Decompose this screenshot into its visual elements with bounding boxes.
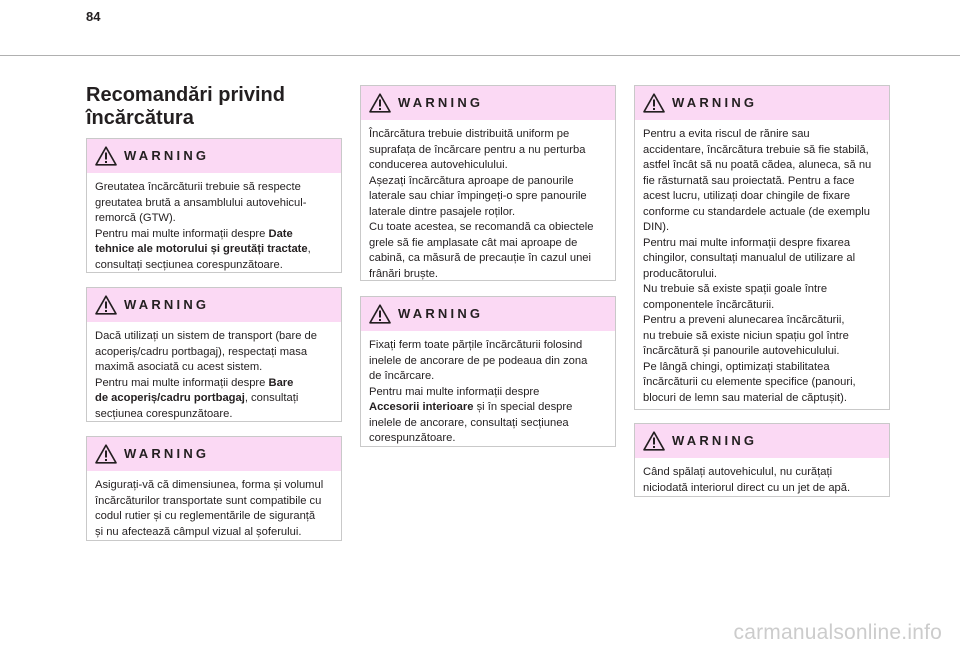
warning-box-1 <box>86 138 342 273</box>
warning-text-line <box>643 329 881 345</box>
warning-text <box>635 120 889 415</box>
warning-text-run: Cu toate acestea, se recomandă ca obiectele <box>369 221 594 233</box>
warning-label: WARNING <box>672 433 758 448</box>
warning-text-line <box>95 196 333 212</box>
warning-triangle-icon <box>643 93 665 113</box>
warning-text-run: producătorului. <box>643 267 718 280</box>
warning-text-line <box>95 494 333 510</box>
warning-text-run: Asigurați-vă că dimensiunea, forma și volumul <box>95 479 324 491</box>
warning-text-run: remorcă (GTW). <box>95 212 176 224</box>
warning-label: WARNING <box>124 297 210 312</box>
warning-text-line <box>369 158 607 174</box>
warning-box-6 <box>634 85 890 410</box>
warning-text-run: niciodată interiorul direct cu un jet de apă. <box>643 481 851 494</box>
warning-text <box>361 331 615 456</box>
warning-text-run: Pe lângă chingi, optimizați stabilitatea <box>643 360 830 373</box>
warning-text-run: încărcătură și panourile autovehiculului. <box>643 345 840 357</box>
warning-text-run: codul rutier și cu reglementările de siguranță <box>95 510 316 522</box>
warning-header <box>361 297 615 331</box>
watermark: carmanualsonline.info <box>733 621 942 644</box>
warning-text-line <box>95 525 333 541</box>
warning-text <box>361 120 615 291</box>
warning-text-run: fie răsturnată sau proiectată. Pentru a face <box>643 174 855 187</box>
warning-text-run: Pentru mai multe informații despre <box>95 376 269 389</box>
warning-text-run: nu trebuie să existe niciun spațiu gol între <box>643 329 849 342</box>
warning-text-line <box>643 236 881 252</box>
warning-text-line <box>369 369 607 385</box>
warning-text-line <box>643 391 881 407</box>
warning-label: WARNING <box>124 446 210 461</box>
warning-text-line <box>369 236 607 252</box>
section-title-line: Recomandări privind <box>86 84 285 106</box>
warning-text-line <box>95 345 333 361</box>
warning-text-line <box>369 174 607 190</box>
warning-text-run: grele să fie amplasate cât mai aproape de <box>369 236 578 249</box>
warning-text-line <box>643 127 881 143</box>
warning-text-run: de încărcare. <box>369 370 435 382</box>
warning-text-line <box>643 174 881 190</box>
warning-text-run: secțiunea corespunzătoare. <box>95 407 233 420</box>
warning-text-line <box>643 465 881 481</box>
warning-triangle-icon <box>95 146 117 166</box>
warning-text-run: greutatea brută a ansamblului autovehicul- <box>95 196 307 209</box>
section-title <box>86 84 336 130</box>
warning-text-run: , <box>307 243 311 255</box>
warning-text-run: Fixați ferm toate părțile încărcăturii folosind <box>369 339 583 351</box>
warning-text <box>87 322 341 431</box>
warning-text-line <box>643 189 881 205</box>
section-title-line: încărcătura <box>86 107 194 129</box>
warning-text-line <box>643 143 881 159</box>
page-number: 84 <box>86 9 101 24</box>
warning-text-line <box>95 360 333 376</box>
warning-text-run: componentele încărcăturii. <box>643 298 775 311</box>
warning-text-line <box>95 478 333 494</box>
warning-text-run: Nu trebuie să existe spații goale între <box>643 283 828 295</box>
warning-box-4 <box>360 85 616 281</box>
warning-text-run: și nu afectează câmpul vizual al șoferului. <box>95 525 302 538</box>
warning-text-line <box>369 385 607 401</box>
warning-text-line <box>369 431 607 447</box>
warning-text-run: consultați secțiunea corespunzătoare. <box>95 258 283 271</box>
warning-box-7 <box>634 423 890 497</box>
warning-text-line <box>95 227 333 243</box>
warning-box-3 <box>86 436 342 541</box>
warning-box-2 <box>86 287 342 422</box>
warning-header <box>87 288 341 322</box>
warning-text-run: astfel încât să nu poată cădea, aluneca, să nu <box>643 159 872 171</box>
warning-text-line <box>95 180 333 196</box>
warning-text-line <box>369 338 607 354</box>
warning-text-run: frânări bruște. <box>369 267 439 280</box>
warning-text-run: accidentare, încărcătura trebuie să fie stabilă, <box>643 143 869 156</box>
warning-text-run: DIN). <box>643 221 670 233</box>
warning-text-bold: Date <box>268 227 293 240</box>
warning-text-run: Greutatea încărcăturii trebuie să respecte <box>95 181 301 193</box>
warning-text-line <box>369 400 607 416</box>
warning-text-bold: Accesorii interioare <box>369 401 474 413</box>
warning-text-line <box>95 407 333 423</box>
warning-text-run: Pentru mai multe informații despre <box>369 385 540 398</box>
warning-triangle-icon <box>95 444 117 464</box>
warning-text-bold: Bare <box>268 376 294 389</box>
warning-text-run: acoperiș/cadru portbagaj), respectați masa <box>95 345 308 358</box>
warning-text-run: Încărcătura trebuie distribuită uniform pe <box>369 128 570 140</box>
warning-text-line <box>369 127 607 143</box>
warning-text-line <box>643 375 881 391</box>
warning-text <box>87 173 341 282</box>
warning-text-run: Pentru a preveni alunecarea încărcăturii, <box>643 314 845 326</box>
warning-text-run: corespunzătoare. <box>369 432 456 444</box>
warning-text-run: inelele de ancorare, consultați secțiunea <box>369 416 569 429</box>
warning-text-line <box>369 220 607 236</box>
warning-text-run: încărcăturii cu elemente specifice (panouri, <box>643 376 856 388</box>
warning-text-run: Pentru mai multe informații despre fixarea <box>643 236 851 249</box>
warning-triangle-icon <box>643 431 665 451</box>
warning-label: WARNING <box>672 95 758 110</box>
warning-text-line <box>643 360 881 376</box>
warning-text-run: Așezați încărcătura aproape de panourile <box>369 174 574 187</box>
warning-text-line <box>643 220 881 236</box>
warning-text-line <box>643 282 881 298</box>
warning-header <box>635 86 889 120</box>
warning-text-run: și în special despre <box>473 401 573 413</box>
warning-text-line <box>95 211 333 227</box>
warning-text-line <box>95 376 333 392</box>
warning-text-line <box>643 481 881 497</box>
warning-text-line <box>369 416 607 432</box>
warning-text-line <box>643 251 881 267</box>
warning-text-run: laterale dintre pasajele roților. <box>369 205 516 218</box>
warning-label: WARNING <box>124 148 210 163</box>
warning-header <box>87 139 341 173</box>
warning-text-run: Pentru mai multe informații despre <box>95 227 269 240</box>
warning-text-run: blocuri de lemn sau material de căptușit). <box>643 391 847 404</box>
warning-text-line <box>369 354 607 370</box>
warning-text-bold: de acoperiș/cadru portbagaj <box>95 392 245 404</box>
warning-text-bold: tehnice ale motorului și greutăți tractate <box>95 243 308 255</box>
warning-text-line <box>95 329 333 345</box>
warning-text <box>87 471 341 549</box>
warning-text <box>635 458 889 505</box>
warning-header <box>87 437 341 471</box>
warning-label: WARNING <box>398 95 484 110</box>
warning-text-run: Când spălați autovehiculul, nu curățați <box>643 466 833 478</box>
warning-triangle-icon <box>95 295 117 315</box>
warning-text-run: cabină, ca măsură de precauție în cazul unei <box>369 252 592 264</box>
warning-label: WARNING <box>398 306 484 321</box>
header-rule <box>0 55 960 56</box>
warning-text-line <box>95 509 333 525</box>
warning-text-line <box>643 313 881 329</box>
warning-text-line <box>369 251 607 267</box>
warning-text-line <box>95 242 333 258</box>
warning-text-run: conducerea autovehiculului. <box>369 159 508 171</box>
warning-text-line <box>95 391 333 407</box>
warning-text-run: , consultați <box>244 392 299 404</box>
warning-text-line <box>643 344 881 360</box>
warning-text-line <box>643 267 881 283</box>
warning-text-line <box>95 258 333 274</box>
warning-text-run: conforme cu standardele actuale (de exemplu <box>643 205 870 218</box>
warning-text-line <box>643 205 881 221</box>
warning-text-line <box>643 158 881 174</box>
warning-triangle-icon <box>369 93 391 113</box>
warning-text-run: acest lucru, utilizați doar chingile de fixare <box>643 190 851 202</box>
warning-text-line <box>369 267 607 283</box>
warning-text-line <box>369 143 607 159</box>
warning-header <box>361 86 615 120</box>
warning-box-5 <box>360 296 616 447</box>
warning-text-run: suprafața de încărcare pentru a nu perturba <box>369 143 586 156</box>
warning-text-run: Pentru a evita riscul de rănire sau <box>643 128 810 140</box>
warning-header <box>635 424 889 458</box>
warning-text-run: laterale sau chiar împingeți-o spre panourile <box>369 190 587 202</box>
warning-text-run: maximă asociată cu acest sistem. <box>95 361 263 373</box>
warning-triangle-icon <box>369 304 391 324</box>
warning-text-run: chingilor, consultați manualul de utilizare al <box>643 252 856 264</box>
warning-text-run: încărcăturilor transportate sunt compatibile cu <box>95 494 322 507</box>
warning-text-line <box>369 205 607 221</box>
warning-text-line <box>369 189 607 205</box>
warning-text-run: inelele de ancorare de pe podeaua din zona <box>369 354 588 367</box>
warning-text-line <box>643 298 881 314</box>
warning-text-run: Dacă utilizați un sistem de transport (bare de <box>95 330 317 342</box>
